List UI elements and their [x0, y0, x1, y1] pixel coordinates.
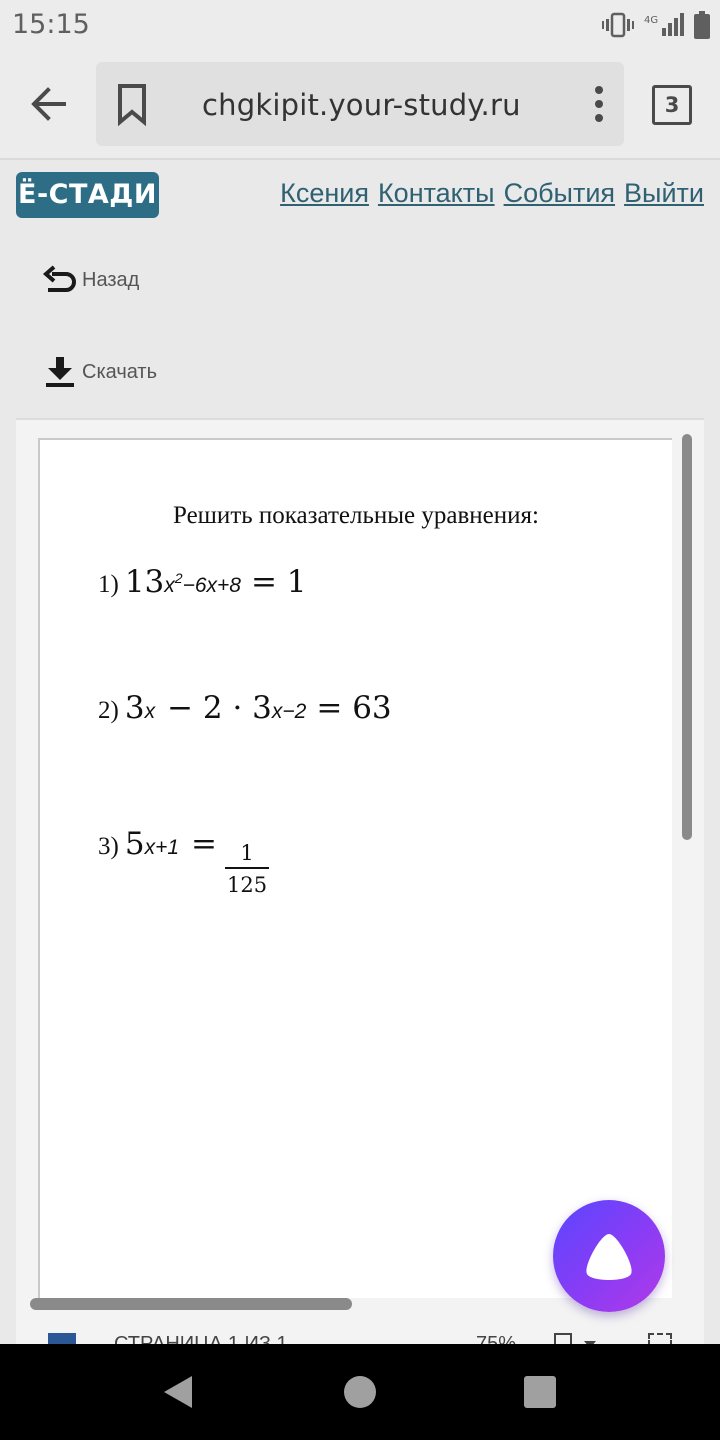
fraction-denominator: 125 — [225, 867, 269, 897]
document-title: Решить показательные уравнения: — [173, 502, 539, 529]
more-menu-icon[interactable] — [594, 84, 604, 124]
back-link-label: Назад — [82, 268, 140, 291]
address-bar[interactable] — [96, 62, 624, 146]
vertical-scrollbar[interactable] — [682, 434, 692, 840]
equation-number: 1) — [98, 571, 119, 598]
tabs-count-button[interactable]: 3 — [652, 85, 692, 125]
nav-home-icon[interactable] — [344, 1376, 376, 1408]
battery-icon — [694, 11, 710, 39]
equation-exponent: x−2 — [271, 700, 307, 723]
signal-4g-icon — [644, 12, 684, 38]
browser-toolbar — [0, 52, 720, 160]
equation-base: 13 — [124, 564, 165, 600]
network-label: 4G — [644, 15, 659, 26]
system-nav-bar — [0, 1344, 720, 1440]
assistant-icon — [579, 1226, 639, 1286]
equation-number: 2) — [98, 697, 119, 724]
equation-number: 3) — [98, 833, 119, 860]
url-text[interactable]: chgkipit.your-study.ru — [202, 88, 521, 122]
top-nav — [280, 178, 704, 209]
nav-back-icon[interactable] — [162, 1374, 194, 1410]
nav-link-logout[interactable]: Выйти — [624, 178, 704, 208]
equation-3 — [98, 826, 269, 897]
download-link-label: Скачать — [82, 360, 157, 383]
nav-link-contacts[interactable]: Контакты — [377, 178, 495, 208]
status-icons — [602, 10, 710, 40]
equation-rhs: = 1 — [250, 564, 307, 600]
document-page — [38, 438, 672, 1298]
nav-recents-icon[interactable] — [524, 1376, 556, 1408]
exponent-square: 2 — [174, 570, 183, 586]
equation-base: 5 — [124, 826, 145, 862]
download-icon — [44, 356, 76, 388]
undo-arrow-icon — [44, 266, 76, 294]
nav-link-events[interactable]: События — [503, 178, 616, 208]
equation-equals: = — [191, 826, 217, 862]
bookmark-icon[interactable] — [114, 84, 150, 124]
exponent-rest: −6x+8 — [182, 574, 241, 597]
status-time: 15:15 — [12, 9, 90, 40]
equation-2 — [98, 690, 392, 726]
nav-link-user[interactable]: Ксения — [280, 178, 369, 208]
equation-base: 3 — [124, 690, 145, 726]
equation-middle: − 2 · 3 — [167, 690, 272, 726]
equation-exponent — [164, 570, 241, 598]
vibrate-icon — [602, 12, 634, 38]
fraction — [225, 841, 269, 897]
page-content — [0, 162, 720, 1342]
equation-1 — [98, 564, 307, 600]
horizontal-scrollbar[interactable] — [30, 1298, 352, 1310]
back-arrow-icon[interactable] — [28, 84, 68, 124]
exponent-var: x — [164, 574, 175, 597]
assistant-button[interactable] — [553, 1200, 665, 1312]
equation-exponent: x — [144, 700, 156, 723]
site-logo[interactable]: Ё-СТАДИ — [16, 172, 159, 218]
back-link[interactable] — [44, 266, 139, 294]
download-link[interactable] — [44, 356, 157, 388]
status-bar — [0, 0, 720, 52]
fraction-numerator: 1 — [240, 841, 254, 865]
equation-rhs: = 63 — [316, 690, 392, 726]
equation-exponent: x+1 — [144, 836, 180, 859]
